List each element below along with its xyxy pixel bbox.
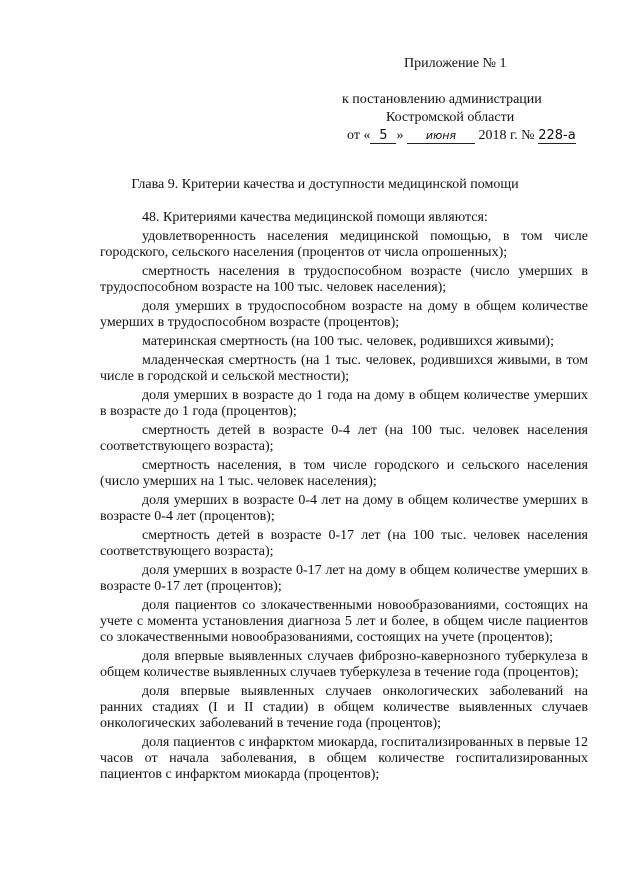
date-line <box>347 128 576 144</box>
paragraph: доля умерших в возрасте до 1 года на дому в общем количестве умерших в возрасте до 1 года (процентов); <box>100 388 588 419</box>
paragraph: смертность населения, в том числе городского и сельского населения (число умерших на 1 тыс. человек населения); <box>100 458 588 489</box>
chapter-title: Глава 9. Критерии качества и доступности медицинской помощи <box>131 177 519 192</box>
document-body <box>100 210 588 786</box>
date-month: июня <box>407 129 475 144</box>
paragraph: смертность населения в трудоспособном возрасте (число умерших в трудоспособном возрасте на 100 тыс. человек населения); <box>100 264 588 295</box>
appendix-label: Приложение № 1 <box>404 56 507 71</box>
date-prefix: от « <box>347 128 371 143</box>
date-year: 2018 г. № <box>478 128 535 143</box>
paragraph: доля пациентов с инфарктом миокарда, госпитализированных в первые 12 часов от начала заболевания, в общем количестве госпитализированных пациентов с инфарктом миокарда (процентов); <box>100 735 588 782</box>
date-mid: » <box>396 128 404 143</box>
paragraph: смертность детей в возрасте 0-17 лет (на 100 тыс. человек населения соответствующего возраста); <box>100 528 588 559</box>
paragraph: смертность детей в возрасте 0-4 лет (на 100 тыс. человек населения соответствующего возраста); <box>100 423 588 454</box>
paragraph: доля умерших в возрасте 0-4 лет на дому в общем количестве умерших в возрасте 0-4 лет (процентов); <box>100 493 588 524</box>
paragraph: младенческая смертность (на 1 тыс. человек, родившихся живыми, в том числе в городской и сельской местности); <box>100 353 588 384</box>
resolution-line: к постановлению администрации <box>342 92 542 107</box>
paragraph: доля умерших в возрасте 0-17 лет на дому в общем количестве умерших в возрасте 0-17 лет (процентов); <box>100 563 588 594</box>
paragraph: доля пациентов со злокачественными новообразованиями, состоящих на учете с момента установления диагноза 5 лет и более, в общем числе пациентов со злокачественными новообразованиями, состоящих на учете (процентов); <box>100 598 588 645</box>
paragraph: 48. Критериями качества медицинской помощи являются: <box>142 210 488 225</box>
paragraph: доля впервые выявленных случаев онкологических заболеваний на ранних стадиях (I и II стадии) в общем количестве выявленных случаев онкологических заболеваний в течение года (процентов); <box>100 684 588 731</box>
paragraph: материнская смертность (на 100 тыс. человек, родившихся живыми); <box>142 334 554 349</box>
paragraph: удовлетворенность населения медицинской помощью, в том числе городского, сельского населения (процентов от числа опрошенных); <box>100 229 588 260</box>
document-number: 228-а <box>538 128 576 143</box>
paragraph: доля умерших в трудоспособном возрасте на дому в общем количестве умерших в трудоспособном возрасте (процентов); <box>100 299 588 330</box>
region-line: Костромской области <box>386 110 515 125</box>
paragraph: доля впервые выявленных случаев фиброзно-кавернозного туберкулеза в общем количестве выявленных случаев туберкулеза в течение года (процентов); <box>100 649 588 680</box>
date-day: 5 <box>370 129 396 144</box>
